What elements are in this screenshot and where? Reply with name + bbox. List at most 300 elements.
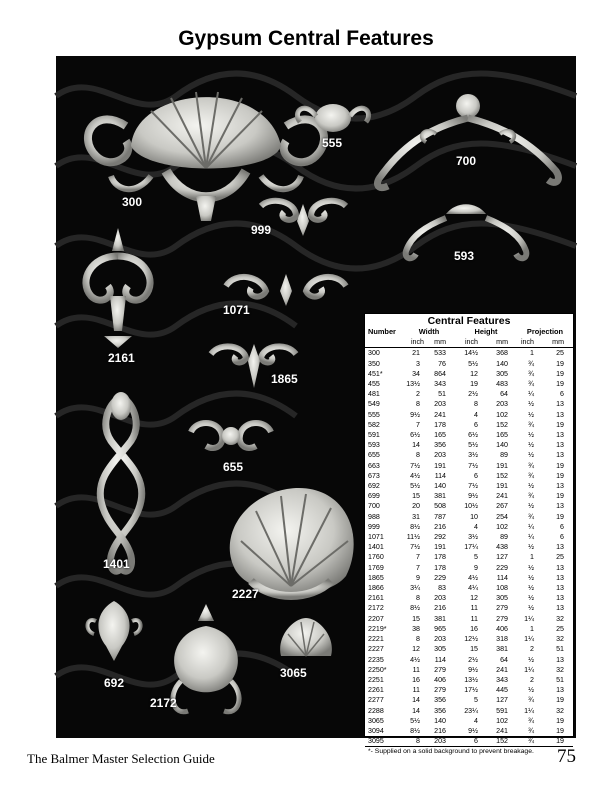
table-cell: 19 [556, 696, 564, 705]
table-cell: 10 [470, 512, 478, 521]
table-cell: 692 [368, 482, 380, 491]
table-row [365, 440, 573, 450]
table-cell: 13 [556, 573, 564, 582]
table-cell: 2 [530, 645, 534, 654]
label-2227: 2227 [232, 587, 259, 601]
table-cell: 21 [412, 349, 420, 358]
table-cell: 102 [496, 522, 508, 531]
table-cell: 19 [556, 461, 564, 470]
table-cell: 191 [496, 461, 508, 470]
table-cell: 5½ [410, 716, 420, 725]
table-cell: 13½ [464, 675, 478, 684]
table-cell: 152 [496, 737, 508, 746]
table-cell: 7 [416, 563, 420, 572]
table-cell: 14 [412, 441, 420, 450]
table-cell: 3065 [368, 716, 384, 725]
table-cell: 19 [556, 737, 564, 746]
table-row [365, 603, 573, 613]
table-row [365, 624, 573, 634]
unit-projection-inch: inch [520, 338, 534, 347]
table-cell: 6 [474, 737, 478, 746]
table-cell: 13 [556, 563, 564, 572]
table-cell: 988 [368, 512, 380, 521]
table-cell: 700 [368, 502, 380, 511]
table-cell: 279 [496, 614, 508, 623]
table-cell: 279 [434, 686, 446, 695]
table-cell: 1 [530, 553, 534, 562]
table-cell: 4¼ [468, 584, 478, 593]
table-cell: 2277 [368, 696, 384, 705]
table-cell: 2207 [368, 614, 384, 623]
table-cell: 8 [416, 737, 420, 746]
table-cell: 356 [434, 706, 446, 715]
table-cell: 6 [560, 522, 564, 531]
table-body [365, 348, 573, 746]
table-cell: 13 [556, 686, 564, 695]
table-cell: 127 [496, 553, 508, 562]
product-photo-panel [56, 56, 576, 756]
table-cell: 4 [474, 410, 478, 419]
table-cell: 7½ [410, 461, 420, 470]
table-cell: ¼ [528, 390, 534, 399]
table-cell: 343 [496, 675, 508, 684]
header-projection: Projection [526, 327, 564, 336]
table-cell: 16 [412, 675, 420, 684]
unit-width-mm: mm [434, 338, 446, 347]
table-cell: 787 [434, 512, 446, 521]
table-cell: 7 [416, 553, 420, 562]
table-cell: 64 [500, 390, 508, 399]
table-row [365, 706, 573, 716]
table-row [365, 389, 573, 399]
table-cell: 13 [556, 655, 564, 664]
table-cell: ½ [528, 441, 534, 450]
table-cell: 1 [530, 624, 534, 633]
table-cell: 32 [556, 614, 564, 623]
table-cell: 9½ [468, 492, 478, 501]
table-cell: 8 [416, 635, 420, 644]
table-cell: 203 [496, 400, 508, 409]
table-cell: 20 [412, 502, 420, 511]
table-cell: 13 [556, 431, 564, 440]
table-cell: 178 [434, 563, 446, 572]
page-title: Gypsum Central Features [178, 27, 434, 50]
header-number: Number [368, 327, 396, 336]
table-cell: 16 [470, 624, 478, 633]
table-cell: 114 [496, 573, 508, 582]
table-cell: 4½ [410, 655, 420, 664]
unit-width-inch: inch [410, 338, 424, 347]
table-row [365, 634, 573, 644]
table-cell: 19 [556, 716, 564, 725]
table-cell: 300 [368, 349, 380, 358]
label-2172: 2172 [150, 696, 177, 710]
label-2161: 2161 [108, 351, 135, 365]
table-cell: 13 [556, 482, 564, 491]
table-cell: ¾ [528, 380, 534, 389]
table-row [365, 655, 573, 665]
table-cell: 2250* [368, 665, 387, 674]
ornament-655 [191, 423, 271, 448]
table-cell: 2288 [368, 706, 384, 715]
table-cell: 318 [496, 635, 508, 644]
table-cell: 3095 [368, 737, 384, 746]
table-cell: 17½ [464, 686, 478, 695]
table-cell: 34 [412, 369, 420, 378]
table-cell: 1 [530, 349, 534, 358]
table-cell: 216 [434, 604, 446, 613]
table-row [365, 359, 573, 369]
table-cell: 555 [368, 410, 380, 419]
table-cell: ¾ [528, 512, 534, 521]
table-cell: 8½ [410, 726, 420, 735]
table-cell: 17¼ [464, 543, 478, 552]
table-row [365, 491, 573, 501]
table-cell: 13 [556, 441, 564, 450]
ornament-692 [87, 601, 140, 661]
table-cell: 254 [496, 512, 508, 521]
table-row [365, 593, 573, 603]
table-row [365, 563, 573, 573]
table-cell: 32 [556, 635, 564, 644]
table-cell: 191 [434, 461, 446, 470]
table-cell: 406 [434, 675, 446, 684]
ornament-2227 [230, 488, 354, 596]
table-cell: 8½ [410, 522, 420, 531]
label-692: 692 [104, 676, 125, 690]
central-features-table [364, 313, 574, 756]
table-cell: 2 [416, 390, 420, 399]
table-cell: 3½ [468, 451, 478, 460]
page-number: 75 [557, 746, 576, 767]
table-cell: 4 [474, 716, 478, 725]
table-cell: 699 [368, 492, 380, 501]
table-cell: 8 [416, 594, 420, 603]
table-cell: 140 [434, 716, 446, 725]
table-cell: ¾ [528, 369, 534, 378]
table-cell: 12½ [464, 635, 478, 644]
table-cell: 438 [496, 543, 508, 552]
table-cell: 229 [496, 563, 508, 572]
table-cell: 356 [434, 441, 446, 450]
table-cell: 13 [556, 543, 564, 552]
table-cell: 203 [434, 737, 446, 746]
table-cell: 191 [496, 482, 508, 491]
table-cell: 152 [496, 420, 508, 429]
table-cell: 23¼ [464, 706, 478, 715]
table-row [365, 430, 573, 440]
table-row [365, 695, 573, 705]
table-cell: 83 [438, 584, 446, 593]
table-cell: 191 [434, 543, 446, 552]
table-cell: 368 [496, 349, 508, 358]
table-cell: 203 [434, 594, 446, 603]
table-cell: 305 [434, 645, 446, 654]
table-row [365, 522, 573, 532]
table-row [365, 512, 573, 522]
table-cell: 279 [434, 665, 446, 674]
table-cell: ¾ [528, 359, 534, 368]
table-cell: 3¼ [410, 584, 420, 593]
table-cell: 7½ [468, 482, 478, 491]
table-row [365, 644, 573, 654]
table-cell: 216 [434, 522, 446, 531]
table-row [365, 471, 573, 481]
table-cell: 10½ [464, 502, 478, 511]
table-cell: 2221 [368, 635, 384, 644]
table-cell: ½ [528, 686, 534, 695]
table-cell: 279 [496, 604, 508, 613]
table-cell: 102 [496, 410, 508, 419]
table-header [365, 327, 573, 337]
table-cell: 38 [412, 624, 420, 633]
table-cell: 203 [434, 451, 446, 460]
table-cell: 19 [556, 359, 564, 368]
table-cell: 455 [368, 380, 380, 389]
table-cell: ¾ [528, 726, 534, 735]
table-cell: 1401 [368, 543, 384, 552]
table-cell: 6 [474, 471, 478, 480]
label-3065: 3065 [280, 666, 307, 680]
table-cell: 9½ [468, 726, 478, 735]
table-cell: 3½ [468, 533, 478, 542]
label-1071: 1071 [223, 303, 250, 317]
table-cell: 1071 [368, 533, 384, 542]
label-999: 999 [251, 223, 272, 237]
table-cell: 2 [530, 675, 534, 684]
table-cell: 864 [434, 369, 446, 378]
table-units [365, 337, 573, 348]
table-row [365, 726, 573, 736]
table-cell: 13 [556, 584, 564, 593]
table-cell: 89 [500, 533, 508, 542]
table-cell: 19 [556, 726, 564, 735]
table-cell: 533 [434, 349, 446, 358]
ornament-2161 [86, 228, 150, 348]
table-cell: 350 [368, 359, 380, 368]
table-cell: 12 [470, 594, 478, 603]
table-row [365, 369, 573, 379]
table-cell: 14 [412, 706, 420, 715]
table-cell: 406 [496, 624, 508, 633]
table-cell: 2227 [368, 645, 384, 654]
table-cell: ½ [528, 451, 534, 460]
table-cell: 549 [368, 400, 380, 409]
table-row [365, 420, 573, 430]
table-cell: 3 [416, 359, 420, 368]
header-width: Width [418, 327, 440, 336]
table-cell: 8½ [410, 604, 420, 613]
unit-height-inch: inch [464, 338, 478, 347]
table-cell: 5½ [468, 359, 478, 368]
table-cell: 11 [470, 614, 478, 623]
table-cell: 13 [556, 604, 564, 613]
table-cell: 6½ [410, 431, 420, 440]
table-cell: 2261 [368, 686, 384, 695]
table-cell: 229 [434, 573, 446, 582]
table-cell: 451* [368, 369, 383, 378]
table-cell: 593 [368, 441, 380, 450]
table-cell: 481 [368, 390, 380, 399]
table-cell: 64 [500, 655, 508, 664]
table-cell: 152 [496, 471, 508, 480]
table-cell: 999 [368, 522, 380, 531]
table-cell: ¾ [528, 716, 534, 725]
table-row [365, 348, 573, 358]
table-cell: 8 [416, 400, 420, 409]
table-row [365, 450, 573, 460]
table-cell: 508 [434, 502, 446, 511]
table-cell: 9 [416, 573, 420, 582]
table-cell: 6 [474, 420, 478, 429]
table-cell: 19 [556, 420, 564, 429]
table-cell: 15 [412, 492, 420, 501]
table-cell: 6 [560, 390, 564, 399]
table-row [365, 501, 573, 511]
table-cell: 15 [470, 645, 478, 654]
table-cell: 591 [368, 431, 380, 440]
table-cell: 140 [434, 482, 446, 491]
table-cell: 102 [496, 716, 508, 725]
table-cell: 76 [438, 359, 446, 368]
table-cell: 1¼ [524, 706, 534, 715]
label-555: 555 [322, 136, 343, 150]
table-row [365, 675, 573, 685]
table-cell: 9 [474, 563, 478, 572]
table-cell: 51 [556, 675, 564, 684]
table-cell: 203 [434, 635, 446, 644]
table-cell: 7 [416, 420, 420, 429]
table-row [365, 532, 573, 542]
table-cell: ½ [528, 431, 534, 440]
table-cell: 216 [434, 726, 446, 735]
table-row [365, 665, 573, 675]
table-cell: 2½ [468, 655, 478, 664]
table-cell: 381 [434, 614, 446, 623]
table-cell: 5 [474, 553, 478, 562]
table-cell: 203 [434, 400, 446, 409]
table-cell: 1760 [368, 553, 384, 562]
header-height: Height [474, 327, 498, 336]
table-row [365, 573, 573, 583]
table-cell: 25 [556, 553, 564, 562]
table-cell: ½ [528, 604, 534, 613]
table-cell: 127 [496, 696, 508, 705]
table-note: *- Supplied on a solid background to prevent breakage. [365, 746, 573, 756]
table-cell: 5½ [410, 482, 420, 491]
table-cell: 241 [496, 492, 508, 501]
table-cell: ¾ [528, 696, 534, 705]
table-cell: 5 [474, 696, 478, 705]
table-cell: 4½ [410, 471, 420, 480]
table-cell: 19 [470, 380, 478, 389]
table-cell: ½ [528, 543, 534, 552]
ornament-1401 [100, 392, 142, 571]
table-cell: 19 [556, 471, 564, 480]
table-row [365, 379, 573, 389]
table-cell: 13 [556, 400, 564, 409]
table-cell: 11 [470, 604, 478, 613]
table-cell: 1¼ [524, 635, 534, 644]
label-700: 700 [456, 154, 477, 168]
table-cell: 13 [556, 594, 564, 603]
table-cell: 673 [368, 471, 380, 480]
ornament-3065 [280, 618, 332, 656]
table-cell: ½ [528, 400, 534, 409]
table-cell: ½ [528, 584, 534, 593]
table-cell: 11 [412, 665, 420, 674]
table-cell: 2161 [368, 594, 384, 603]
table-cell: 5½ [468, 441, 478, 450]
table-cell: 11 [412, 686, 420, 695]
table-cell: ¾ [528, 420, 534, 429]
table-cell: 2235 [368, 655, 384, 664]
table-cell: ½ [528, 563, 534, 572]
table-cell: ½ [528, 594, 534, 603]
table-row [365, 614, 573, 624]
table-cell: ¾ [528, 461, 534, 470]
table-cell: 14 [412, 696, 420, 705]
table-cell: 51 [556, 645, 564, 654]
footer-guide-title: The Balmer Master Selection Guide [27, 751, 215, 766]
table-cell: 165 [434, 431, 446, 440]
table-cell: 13 [556, 410, 564, 419]
table-cell: 2½ [468, 390, 478, 399]
table-row [365, 716, 573, 726]
table-cell: 2251 [368, 675, 384, 684]
table-cell: 13½ [406, 380, 420, 389]
table-cell: ½ [528, 482, 534, 491]
table-cell: 381 [496, 645, 508, 654]
table-cell: 12 [470, 369, 478, 378]
table-cell: 241 [496, 665, 508, 674]
table-cell: ¾ [528, 471, 534, 480]
table-cell: 12 [412, 645, 420, 654]
table-cell: 267 [496, 502, 508, 511]
table-cell: 19 [556, 380, 564, 389]
table-cell: 241 [434, 410, 446, 419]
table-cell: 19 [556, 512, 564, 521]
table-cell: ½ [528, 410, 534, 419]
table-cell: 305 [496, 369, 508, 378]
table-cell: 483 [496, 380, 508, 389]
table-cell: 305 [496, 594, 508, 603]
table-cell: 4½ [468, 573, 478, 582]
table-cell: 356 [434, 696, 446, 705]
table-row [365, 461, 573, 471]
table-cell: 140 [496, 359, 508, 368]
table-cell: ¼ [528, 533, 534, 542]
table-cell: 7½ [468, 461, 478, 470]
table-cell: 13 [556, 451, 564, 460]
table-cell: 9½ [410, 410, 420, 419]
table-cell: 13 [556, 502, 564, 511]
table-cell: ¾ [528, 737, 534, 746]
table-cell: 655 [368, 451, 380, 460]
table-cell: 25 [556, 349, 564, 358]
table-title: Central Features [427, 315, 511, 327]
table-cell: 591 [496, 706, 508, 715]
table-cell: 445 [496, 686, 508, 695]
table-row [365, 399, 573, 409]
table-row [365, 552, 573, 562]
ornament-2172 [173, 604, 239, 712]
table-cell: 25 [556, 624, 564, 633]
label-655: 655 [223, 460, 244, 474]
table-cell: 1¼ [524, 665, 534, 674]
table-cell: 32 [556, 706, 564, 715]
label-300: 300 [122, 195, 143, 209]
